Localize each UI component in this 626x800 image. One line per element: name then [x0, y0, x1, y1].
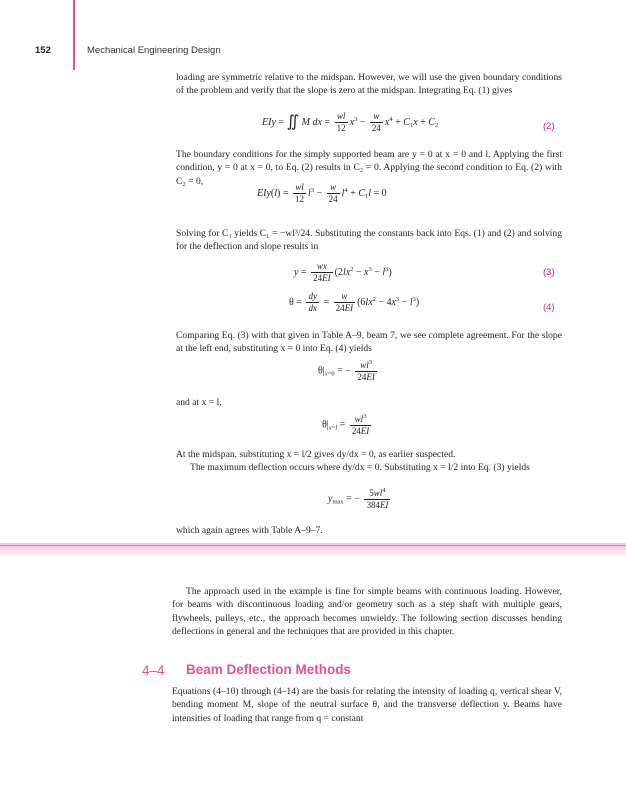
- example-paragraph-8: which again agrees with Table A–9–7.: [176, 525, 323, 536]
- equation-3-number: (3): [543, 267, 555, 278]
- example-paragraph-5: and at x = l,: [176, 397, 222, 408]
- example-paragraph-7: The maximum deflection occurs where dy/dx = 0. Substituting x = l/2 into Eq. (3) yields: [190, 462, 530, 473]
- equation-2-number: (2): [543, 121, 555, 132]
- page-number: 152: [35, 45, 51, 56]
- equation-slope-left: $\theta|_{x=0}$ = − $\frac{wl^3}{24EI}$: [318, 359, 375, 382]
- example-paragraph-3: Solving for C₁ yields C₁ = −wl³/24. Substituting the constants back into Eqs. (1) and (2) and solving for the deflection and slope results in: [176, 228, 562, 253]
- example-paragraph-2: The boundary conditions for the simply supported beam are y = 0 at x = 0 and l. Applying the first condition, y = 0 at x = 0, to Eq. (2) results in C₂ = 0. Applying the second condition to Eq. (2) with C₂ = 0,: [176, 149, 562, 187]
- running-title: Mechanical Engineering Design: [87, 45, 221, 56]
- equation-3: y = $\frac{wx}{24EI}$ $(2lx^2 - x^3 - l^3)$: [294, 261, 392, 283]
- header-rule: [73, 0, 75, 70]
- page-header: [35, 45, 221, 56]
- equation-2: EIy = ∬ M dx = $\frac{wl}{12}$ $x^3$ − $\frac{w}{24}$ $x^4 + C_1x + C_2$: [262, 111, 439, 133]
- body-paragraph-1: The approach used in the example is fine for simple beams with continuous loading. However, for beams with discontinuous loading and/or geometry such as a step shaft with multiple gears, flywheels, pulleys, etc., the approach becomes unwieldy. The following section discusses bending deflections in general and the techniques that are provided in this chapter.: [172, 586, 562, 637]
- section-paragraph-1: Equations (4–10) through (4–14) are the basis for relating the intensity of loading q, vertical shear V, bending moment M, slope of the neutral surface θ, and the transverse deflection y. Beams have intensities of loading that range from q = constant: [172, 686, 562, 724]
- equation-boundary: EIy(l) = $\frac{wl}{12}$ $l^3$ − $\frac{w}{24}$ $l^4 + C_1l = 0$: [257, 182, 387, 204]
- section-title: Beam Deflection Methods: [186, 662, 352, 677]
- equation-slope-right: $\theta|_{x=l}$ = $\frac{wl^3}{24EI}$: [322, 413, 370, 436]
- example-paragraph-1: loading are symmetric relative to the midspan. However, we will use the given boundary conditions of the problem and verify that the slope is zero at the midspan. Integrating Eq. (1) gives: [176, 72, 562, 97]
- equation-max-deflection: $y_{max}$ = − $\frac{5wl^4}{384EI}$: [328, 487, 389, 510]
- section-number: 4–4: [142, 663, 165, 678]
- equation-4: θ = $\frac{dy}{dx}$ = $\frac{w}{24EI}$ $(6lx^2 - 4x^3 - l^3)$: [289, 291, 420, 313]
- example-paragraph-4: Comparing Eq. (3) with that given in Table A–9, beam 7, we see complete agreement. For the slope at the left end, substituting x = 0 into Eq. (4) yields: [176, 330, 562, 355]
- equation-4-number: (4): [543, 302, 555, 313]
- example-end-rule: [0, 545, 626, 546]
- example-paragraph-6: At the midspan, substituting x = l/2 gives dy/dx = 0, as earlier suspected.: [176, 449, 456, 460]
